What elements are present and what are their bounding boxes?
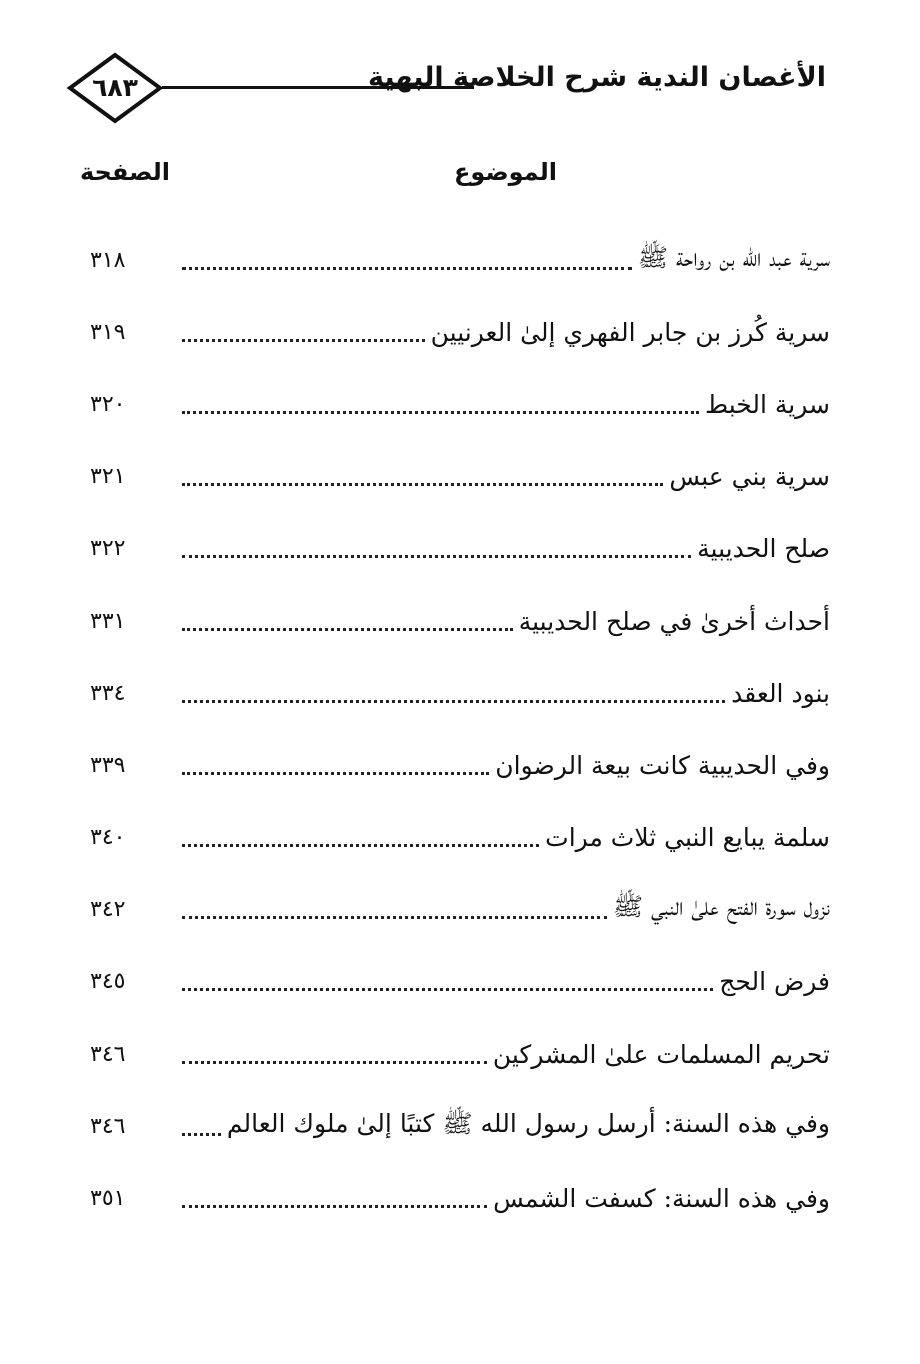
toc-entry[interactable] (90, 368, 830, 440)
page-number: ٦٨٣ (92, 73, 138, 102)
column-headers (80, 158, 820, 198)
book-title: الأغصان الندية شرح الخلاصة البهية (368, 62, 826, 93)
toc-entry[interactable] (90, 1090, 830, 1162)
toc-entry[interactable] (90, 1162, 830, 1234)
toc-entry-title: سلمة يبايع النبي ثلاث مرات (545, 823, 830, 853)
toc-entry[interactable] (90, 1018, 830, 1090)
toc-entry[interactable] (90, 441, 830, 513)
dot-leader (182, 698, 725, 703)
toc-entry-page: ٣٤٦ (90, 1113, 126, 1139)
toc-entry-page: ٣٢٠ (90, 391, 126, 417)
toc-entry[interactable] (90, 224, 830, 296)
dot-leader (182, 842, 539, 847)
toc-entry-page: ٣٤٢ (90, 897, 126, 923)
toc-entry-title: وفي هذه السنة: كسفت الشمس (493, 1184, 830, 1214)
toc-list (90, 224, 830, 1235)
toc-entry-page: ٣٣٩ (90, 752, 126, 778)
dot-leader (182, 553, 691, 558)
toc-entry[interactable] (90, 874, 830, 946)
dot-leader (182, 1059, 487, 1064)
toc-entry-page: ٣٤٦ (90, 1041, 126, 1067)
toc-entry-page: ٣٢١ (90, 464, 126, 490)
dot-leader (182, 986, 713, 991)
toc-entry-page: ٣٢٢ (90, 536, 126, 562)
toc-entry[interactable] (90, 513, 830, 585)
dot-leader (182, 770, 489, 775)
toc-entry-page: ٣٥١ (90, 1186, 126, 1212)
dot-leader (182, 337, 425, 342)
toc-entry-title: وفي الحديبية كانت بيعة الرضوان (495, 750, 830, 780)
toc-entry-title: سرية عبد الله بن رواحة ﷺ (637, 242, 830, 272)
toc-entry-page: ٣١٨ (90, 247, 126, 273)
dot-leader (182, 1203, 487, 1208)
column-header-topic: الموضوع (454, 158, 558, 186)
page-number-badge (66, 52, 164, 124)
page-header (66, 48, 826, 128)
dot-leader (182, 914, 607, 919)
toc-entry-page: ٣١٩ (90, 319, 126, 345)
toc-entry-title: سرية الخبط (704, 389, 830, 419)
dot-leader (182, 481, 663, 486)
toc-entry-title: وفي هذه السنة: أرسل رسول الله ﷺ كتبًا إلىٰ ملوك العالم (226, 1108, 830, 1138)
toc-entry[interactable] (90, 585, 830, 657)
dot-leader (182, 1131, 221, 1136)
toc-entry-title: سرية بني عبس (669, 462, 830, 492)
toc-entry[interactable] (90, 296, 830, 368)
toc-entry-title: نزول سورة الفتح علىٰ النبي ﷺ (612, 892, 830, 922)
toc-entry-title: أحداث أخرىٰ في صلح الحديبية (518, 606, 830, 636)
toc-entry-title: بنود العقد (731, 678, 830, 708)
toc-entry-page: ٣٤٥ (90, 969, 126, 995)
toc-entry-title: صلح الحديبية (697, 534, 830, 564)
dot-leader (182, 626, 513, 631)
toc-entry-page: ٣٣١ (90, 608, 126, 634)
toc-entry-title: سرية كُرز بن جابر الفهري إلىٰ العرنيين (430, 317, 830, 347)
toc-entry[interactable] (90, 729, 830, 801)
dot-leader (182, 409, 699, 414)
toc-entry[interactable] (90, 657, 830, 729)
toc-entry[interactable] (90, 802, 830, 874)
toc-entry-page: ٣٣٤ (90, 680, 126, 706)
column-header-page: الصفحة (80, 158, 171, 186)
toc-entry-title: فرض الحج (719, 967, 830, 997)
dot-leader (182, 265, 632, 270)
toc-entry-title: تحريم المسلمات علىٰ المشركين (492, 1039, 830, 1069)
toc-entry[interactable] (90, 946, 830, 1018)
toc-entry-page: ٣٤٠ (90, 825, 126, 851)
